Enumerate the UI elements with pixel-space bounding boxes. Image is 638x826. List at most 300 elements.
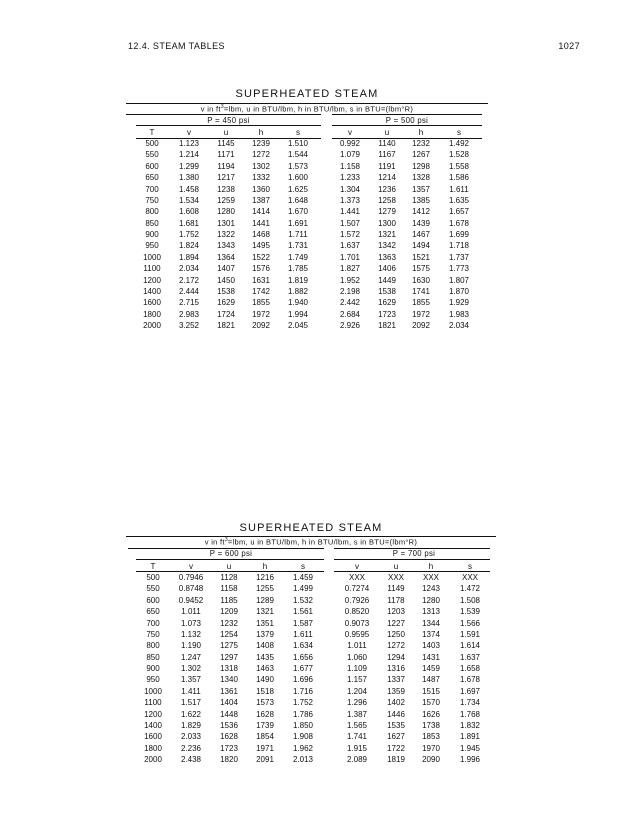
right-volume-cell: 0.992 <box>339 139 361 148</box>
right-enthalpy-cell: 1439 <box>412 218 430 228</box>
left-internal-energy-cell: 1364 <box>217 252 235 262</box>
right-entropy-cell: 1.586 <box>448 173 470 183</box>
left-enthalpy-cell: 1468 <box>252 230 270 240</box>
right-volume-cell: 1.373 <box>339 195 361 205</box>
right-entropy-cell: 1.945 <box>459 743 481 753</box>
right-volume-cell: 0.9595 <box>344 629 370 639</box>
left-enthalpy-cell: 1255 <box>256 584 274 594</box>
left-enthalpy-cell: 1631 <box>252 275 270 285</box>
left-enthalpy-cell: 1576 <box>252 264 270 274</box>
left-volume-cell: 1.132 <box>180 629 202 639</box>
right-entropy-cell: 1.773 <box>448 264 470 274</box>
left-internal-energy-cell: 1158 <box>220 584 238 594</box>
right-enthalpy-cell: 1298 <box>412 161 430 171</box>
left-col-header-volume: v <box>189 562 193 571</box>
right-entropy-cell: 1.492 <box>448 139 470 148</box>
table-row <box>126 596 496 607</box>
right-internal-energy-cell: 1629 <box>378 298 396 308</box>
table-row <box>126 162 488 173</box>
temperature-cell: 500 <box>145 139 159 148</box>
right-internal-energy-cell: 1342 <box>378 241 396 251</box>
left-internal-energy-cell: 1820 <box>220 755 238 765</box>
left-col-header-internal-energy: u <box>226 562 232 571</box>
left-internal-energy-cell: 1404 <box>220 698 238 708</box>
temperature-cell: 1800 <box>143 309 161 319</box>
left-enthalpy-cell: 1854 <box>256 732 274 742</box>
left-enthalpy-cell: 1408 <box>256 641 274 651</box>
right-enthalpy-cell: 1267 <box>412 150 430 160</box>
right-entropy-cell: 1.528 <box>448 150 470 160</box>
left-entropy-cell: 1.696 <box>292 675 314 685</box>
temperature-cell: 1400 <box>144 720 162 730</box>
temperature-cell: 1600 <box>143 298 161 308</box>
left-entropy-cell: 1.716 <box>292 686 314 696</box>
right-enthalpy-cell: 1328 <box>412 173 430 183</box>
left-enthalpy-cell: 1387 <box>252 195 270 205</box>
right-internal-energy-cell: 1321 <box>378 230 396 240</box>
temperature-cell: 950 <box>146 675 160 685</box>
right-internal-energy-cell: 1359 <box>387 686 405 696</box>
temperature-cell: 850 <box>145 218 159 228</box>
right-volume-cell: 1.572 <box>339 230 361 240</box>
right-internal-energy-cell: 1214 <box>378 173 396 183</box>
right-internal-energy-cell: 1337 <box>387 675 405 685</box>
table-row <box>126 721 496 732</box>
right-volume-cell: 1.109 <box>346 664 368 674</box>
right-enthalpy-cell: 1972 <box>412 309 430 319</box>
right-volume-cell: 1.565 <box>346 720 368 730</box>
right-internal-energy-cell: 1363 <box>378 252 396 262</box>
left-entropy-cell: 1.749 <box>287 252 309 262</box>
left-col-header-temperature: T <box>150 562 156 571</box>
right-pressure-rule <box>332 125 482 126</box>
temperature-cell: 900 <box>145 230 159 240</box>
table-row <box>126 653 496 664</box>
temperature-cell: 800 <box>145 207 159 217</box>
right-entropy-cell: 1.718 <box>448 241 470 251</box>
right-internal-energy-cell: 1227 <box>387 618 405 628</box>
right-volume-cell: 1.507 <box>339 218 361 228</box>
left-volume-cell: 1.894 <box>178 252 200 262</box>
left-enthalpy-cell: 2092 <box>252 321 270 331</box>
left-col-header-volume: v <box>187 128 191 137</box>
temperature-cell: 750 <box>146 629 160 639</box>
table-row <box>126 298 488 309</box>
left-enthalpy-cell: 1522 <box>252 252 270 262</box>
table-row <box>126 710 496 721</box>
table-row <box>126 276 488 287</box>
left-volume-cell: 0.7946 <box>178 573 204 582</box>
right-entropy-cell: 1.734 <box>459 698 481 708</box>
left-volume-cell: 1.011 <box>181 607 201 617</box>
table-row <box>126 207 488 218</box>
left-volume-cell: 3.252 <box>178 321 200 331</box>
right-enthalpy-cell: 1280 <box>422 595 440 605</box>
left-volume-cell: 0.8748 <box>178 584 204 594</box>
right-volume-cell: 1.637 <box>339 241 361 251</box>
left-entropy-cell: 1.656 <box>292 652 314 662</box>
right-volume-cell: 0.7274 <box>344 584 370 594</box>
left-entropy-cell: 1.587 <box>292 618 314 628</box>
right-internal-energy-cell: 1446 <box>387 709 405 719</box>
right-internal-energy-cell: 1203 <box>387 607 405 617</box>
left-volume-cell: 1.622 <box>180 709 202 719</box>
right-internal-energy-cell: 1723 <box>378 309 396 319</box>
right-entropy-cell: 1.699 <box>448 230 470 240</box>
left-entropy-cell: 1.819 <box>287 275 309 285</box>
left-enthalpy-cell: 1463 <box>256 664 274 674</box>
left-pressure-label: P = 600 psi <box>209 549 253 558</box>
right-col-header-entropy: s <box>468 562 472 571</box>
left-volume-cell: 2.172 <box>178 275 200 285</box>
table-row <box>126 619 496 630</box>
table-row <box>126 230 488 241</box>
temperature-cell: 1600 <box>144 732 162 742</box>
right-volume-cell: 1.157 <box>346 675 368 685</box>
temperature-cell: 700 <box>145 184 159 194</box>
right-internal-energy-cell: 1258 <box>378 195 396 205</box>
left-enthalpy-cell: 1414 <box>252 207 270 217</box>
right-entropy-cell: 1.768 <box>459 709 481 719</box>
left-volume-cell: 2.033 <box>180 732 202 742</box>
left-volume-cell: 1.357 <box>180 675 202 685</box>
left-volume-cell: 1.458 <box>178 184 200 194</box>
left-enthalpy-cell: 1855 <box>252 298 270 308</box>
left-entropy-cell: 1.625 <box>287 184 309 194</box>
left-enthalpy-cell: 2091 <box>256 755 274 765</box>
units-line: v in $ft^3=lbm$, u in BTU/lbm, h in BTU/lbm, s in BTU=(lbm°R) <box>200 104 414 114</box>
left-volume-cell: 2.034 <box>178 264 200 274</box>
left-internal-energy-cell: 1628 <box>220 732 238 742</box>
left-internal-energy-cell: 1723 <box>220 743 238 753</box>
left-entropy-cell: 1.544 <box>287 150 309 160</box>
right-entropy-cell: 1.996 <box>459 755 481 765</box>
left-internal-energy-cell: 1128 <box>220 573 238 582</box>
left-volume-cell: 1.752 <box>178 230 200 240</box>
left-enthalpy-cell: 1490 <box>256 675 274 685</box>
right-entropy-cell: 1.591 <box>459 629 481 639</box>
right-enthalpy-cell: 1344 <box>422 618 440 628</box>
right-enthalpy-cell: 1374 <box>422 629 440 639</box>
right-entropy-cell: 1.657 <box>448 207 470 217</box>
right-volume-cell: 1.204 <box>346 686 368 696</box>
right-volume-cell: 1.060 <box>346 652 368 662</box>
temperature-cell: 1100 <box>143 264 161 274</box>
left-header-rule <box>136 571 324 572</box>
left-entropy-cell: 1.459 <box>292 573 314 582</box>
right-enthalpy-cell: 1357 <box>412 184 430 194</box>
right-volume-cell: 1.827 <box>339 264 361 274</box>
left-entropy-cell: 1.850 <box>292 720 314 730</box>
left-col-header-enthalpy: h <box>258 128 264 137</box>
left-internal-energy-cell: 1145 <box>217 139 235 148</box>
left-entropy-cell: 1.561 <box>292 607 314 617</box>
left-volume-cell: 1.681 <box>178 218 200 228</box>
table-row <box>126 196 488 207</box>
left-entropy-cell: 1.499 <box>292 584 314 594</box>
left-internal-energy-cell: 1194 <box>217 161 235 171</box>
right-internal-energy-cell: 1316 <box>387 664 405 674</box>
left-entropy-cell: 1.711 <box>288 230 308 240</box>
right-enthalpy-cell: 1487 <box>422 675 440 685</box>
left-volume-cell: 1.073 <box>180 618 202 628</box>
left-group-rule <box>126 114 321 115</box>
left-entropy-cell: 2.013 <box>292 755 314 765</box>
left-col-header-internal-energy: u <box>223 128 229 137</box>
temperature-cell: 500 <box>146 573 160 582</box>
left-internal-energy-cell: 1232 <box>220 618 238 628</box>
left-enthalpy-cell: 1302 <box>252 161 270 171</box>
temperature-cell: 700 <box>146 618 160 628</box>
right-internal-energy-cell: 1294 <box>387 652 405 662</box>
left-internal-energy-cell: 1361 <box>220 686 238 696</box>
right-enthalpy-cell: XXX <box>422 573 439 582</box>
left-col-header-entropy: s <box>301 562 305 571</box>
table-row <box>126 664 496 675</box>
table-row <box>126 150 488 161</box>
left-entropy-cell: 1.752 <box>292 698 314 708</box>
right-volume-cell: 1.158 <box>339 161 361 171</box>
right-entropy-cell: 1.472 <box>459 584 481 594</box>
right-internal-energy-cell: 1538 <box>378 286 396 296</box>
left-entropy-cell: 1.600 <box>287 173 309 183</box>
left-enthalpy-cell: 1742 <box>252 286 270 296</box>
right-enthalpy-cell: 1431 <box>422 652 440 662</box>
right-volume-cell: 1.304 <box>339 184 361 194</box>
right-pressure-label: P = 500 psi <box>385 116 429 125</box>
table-row <box>126 253 488 264</box>
left-col-header-temperature: T <box>149 128 155 137</box>
right-col-header-entropy: s <box>457 128 461 137</box>
temperature-cell: 1200 <box>144 709 162 719</box>
left-pressure-label: P = 450 psi <box>207 116 250 125</box>
right-internal-energy-cell: 1819 <box>387 755 405 765</box>
right-header-rule <box>334 571 490 572</box>
right-internal-energy-cell: 1722 <box>387 743 405 753</box>
left-enthalpy-cell: 1495 <box>252 241 270 251</box>
right-col-header-internal-energy: u <box>384 128 390 137</box>
right-volume-cell: 1.296 <box>346 698 368 708</box>
left-enthalpy-cell: 1573 <box>256 698 274 708</box>
left-enthalpy-cell: 1351 <box>256 618 274 628</box>
right-internal-energy-cell: 1300 <box>378 218 396 228</box>
right-enthalpy-cell: 1855 <box>412 298 430 308</box>
left-internal-energy-cell: 1301 <box>217 218 235 228</box>
right-volume-cell: 0.8520 <box>344 607 370 617</box>
temperature-cell: 850 <box>146 652 160 662</box>
temperature-cell: 1400 <box>143 286 161 296</box>
temperature-cell: 600 <box>146 595 160 605</box>
left-enthalpy-cell: 1332 <box>252 173 270 183</box>
right-volume-cell: 1.741 <box>346 732 368 742</box>
left-entropy-cell: 1.994 <box>287 309 309 319</box>
left-volume-cell: 1.190 <box>180 641 202 651</box>
right-internal-energy-cell: 1178 <box>387 595 405 605</box>
left-internal-energy-cell: 1448 <box>220 709 238 719</box>
right-enthalpy-cell: 1970 <box>422 743 440 753</box>
temperature-cell: 1800 <box>144 743 162 753</box>
right-entropy-cell: 1.508 <box>459 595 481 605</box>
right-enthalpy-cell: 1467 <box>412 230 430 240</box>
temperature-cell: 1100 <box>144 698 162 708</box>
right-volume-cell: 2.089 <box>346 755 368 765</box>
left-internal-energy-cell: 1217 <box>217 173 235 183</box>
right-volume-cell: XXX <box>348 573 365 582</box>
left-enthalpy-cell: 1360 <box>252 184 270 194</box>
right-pressure-rule <box>334 559 490 560</box>
left-internal-energy-cell: 1185 <box>220 595 238 605</box>
left-internal-energy-cell: 1275 <box>220 641 238 651</box>
left-enthalpy-cell: 1972 <box>252 309 270 319</box>
left-internal-energy-cell: 1171 <box>217 150 235 160</box>
right-pressure-label: P = 700 psi <box>392 549 436 558</box>
right-entropy-cell: 1.611 <box>449 184 469 194</box>
left-internal-energy-cell: 1297 <box>220 652 238 662</box>
table-row <box>126 607 496 618</box>
temperature-cell: 1200 <box>143 275 161 285</box>
table-row <box>126 185 488 196</box>
right-entropy-cell: 1.678 <box>459 675 481 685</box>
table-row <box>126 732 496 743</box>
right-entropy-cell: 1.678 <box>448 218 470 228</box>
table-row <box>126 310 488 321</box>
temperature-cell: 600 <box>145 161 159 171</box>
right-enthalpy-cell: 1521 <box>412 252 430 262</box>
left-internal-energy-cell: 1629 <box>217 298 235 308</box>
right-enthalpy-cell: 1459 <box>422 664 440 674</box>
temperature-cell: 750 <box>145 195 159 205</box>
page-header <box>128 41 580 53</box>
temperature-cell: 1000 <box>143 252 161 262</box>
temperature-cell: 900 <box>146 664 160 674</box>
left-enthalpy-cell: 1289 <box>256 595 274 605</box>
temperature-cell: 800 <box>146 641 160 651</box>
table-row <box>126 687 496 698</box>
temperature-cell: 950 <box>145 241 159 251</box>
right-entropy-cell: 1.929 <box>448 298 470 308</box>
table-row <box>126 139 488 150</box>
right-enthalpy-cell: 1403 <box>422 641 440 651</box>
left-internal-energy-cell: 1450 <box>217 275 235 285</box>
left-volume-cell: 1.299 <box>178 161 200 171</box>
left-entropy-cell: 1.510 <box>287 139 309 148</box>
right-volume-cell: 1.387 <box>346 709 368 719</box>
right-enthalpy-cell: 1570 <box>422 698 440 708</box>
right-entropy-cell: XXX <box>461 573 478 582</box>
left-volume-cell: 2.236 <box>180 743 202 753</box>
left-volume-cell: 2.444 <box>178 286 200 296</box>
right-col-header-volume: v <box>348 128 352 137</box>
left-volume-cell: 1.517 <box>180 698 202 708</box>
left-entropy-cell: 1.882 <box>287 286 309 296</box>
right-entropy-cell: 1.832 <box>459 720 481 730</box>
temperature-cell: 550 <box>146 584 160 594</box>
right-enthalpy-cell: 1741 <box>412 286 430 296</box>
left-volume-cell: 1.214 <box>178 150 200 160</box>
temperature-cell: 650 <box>145 173 159 183</box>
left-entropy-cell: 1.786 <box>292 709 314 719</box>
steam-table-600-700 <box>126 522 496 772</box>
left-internal-energy-cell: 1538 <box>217 286 235 296</box>
left-entropy-cell: 2.045 <box>287 321 309 331</box>
table-row <box>126 584 496 595</box>
right-entropy-cell: 1.658 <box>459 664 481 674</box>
left-volume-cell: 1.380 <box>178 173 200 183</box>
left-enthalpy-cell: 1216 <box>256 573 274 582</box>
right-col-header-enthalpy: h <box>418 128 424 137</box>
left-enthalpy-cell: 1518 <box>256 686 274 696</box>
table-row <box>126 241 488 252</box>
left-entropy-cell: 1.677 <box>292 664 314 674</box>
left-pressure-rule <box>136 559 324 560</box>
units-line: v in $ft^3=lbm$, u in BTU/lbm, h in BTU/lbm, s in BTU=(lbm°R) <box>204 537 418 547</box>
right-internal-energy-cell: 1272 <box>387 641 405 651</box>
table-row <box>126 630 496 641</box>
left-entropy-cell: 1.785 <box>287 264 309 274</box>
section-title: 12.4. STEAM TABLES <box>128 41 225 51</box>
left-entropy-cell: 1.532 <box>292 595 314 605</box>
right-volume-cell: 2.198 <box>339 286 361 296</box>
left-entropy-cell: 1.573 <box>287 161 309 171</box>
left-internal-energy-cell: 1318 <box>220 664 238 674</box>
left-entropy-cell: 1.731 <box>287 241 309 251</box>
right-internal-energy-cell: 1236 <box>378 184 396 194</box>
left-col-header-entropy: s <box>296 128 300 137</box>
left-entropy-cell: 1.670 <box>287 207 309 217</box>
steam-table-450-500 <box>126 88 488 338</box>
right-entropy-cell: 1.539 <box>459 607 481 617</box>
right-volume-cell: 1.441 <box>339 207 361 217</box>
right-col-header-internal-energy: u <box>393 562 399 571</box>
left-entropy-cell: 1.962 <box>292 743 314 753</box>
temperature-cell: 1000 <box>144 686 162 696</box>
right-enthalpy-cell: 1575 <box>412 264 430 274</box>
left-internal-energy-cell: 1280 <box>217 207 235 217</box>
right-entropy-cell: 1.614 <box>459 641 481 651</box>
table-row <box>126 173 488 184</box>
right-internal-energy-cell: 1149 <box>387 584 405 594</box>
table-row <box>126 755 496 766</box>
right-volume-cell: 1.701 <box>339 252 361 262</box>
right-enthalpy-cell: 1515 <box>422 686 440 696</box>
right-enthalpy-cell: 1232 <box>412 139 430 148</box>
left-internal-energy-cell: 1254 <box>220 629 238 639</box>
table-title: SUPERHEATED STEAM <box>239 522 383 534</box>
right-internal-energy-cell: 1627 <box>387 732 405 742</box>
left-entropy-cell: 1.634 <box>292 641 314 651</box>
right-entropy-cell: 1.807 <box>448 275 470 285</box>
left-volume-cell: 0.9452 <box>178 595 204 605</box>
table-row <box>126 675 496 686</box>
right-volume-cell: 1.952 <box>339 275 361 285</box>
left-volume-cell: 1.829 <box>180 720 202 730</box>
left-volume-cell: 1.608 <box>178 207 200 217</box>
right-enthalpy-cell: 1626 <box>422 709 440 719</box>
right-entropy-cell: 1.558 <box>448 161 470 171</box>
left-volume-cell: 1.534 <box>178 195 200 205</box>
table-title: SUPERHEATED STEAM <box>235 88 379 100</box>
right-volume-cell: 1.915 <box>346 743 368 753</box>
table-row <box>126 264 488 275</box>
left-internal-energy-cell: 1343 <box>217 241 235 251</box>
right-volume-cell: 0.9073 <box>344 618 370 628</box>
right-entropy-cell: 1.637 <box>459 652 481 662</box>
right-entropy-cell: 2.034 <box>448 321 470 331</box>
temperature-cell: 2000 <box>143 321 161 331</box>
right-internal-energy-cell: 1406 <box>378 264 396 274</box>
left-volume-cell: 2.438 <box>180 755 202 765</box>
right-internal-energy-cell: 1449 <box>378 275 396 285</box>
